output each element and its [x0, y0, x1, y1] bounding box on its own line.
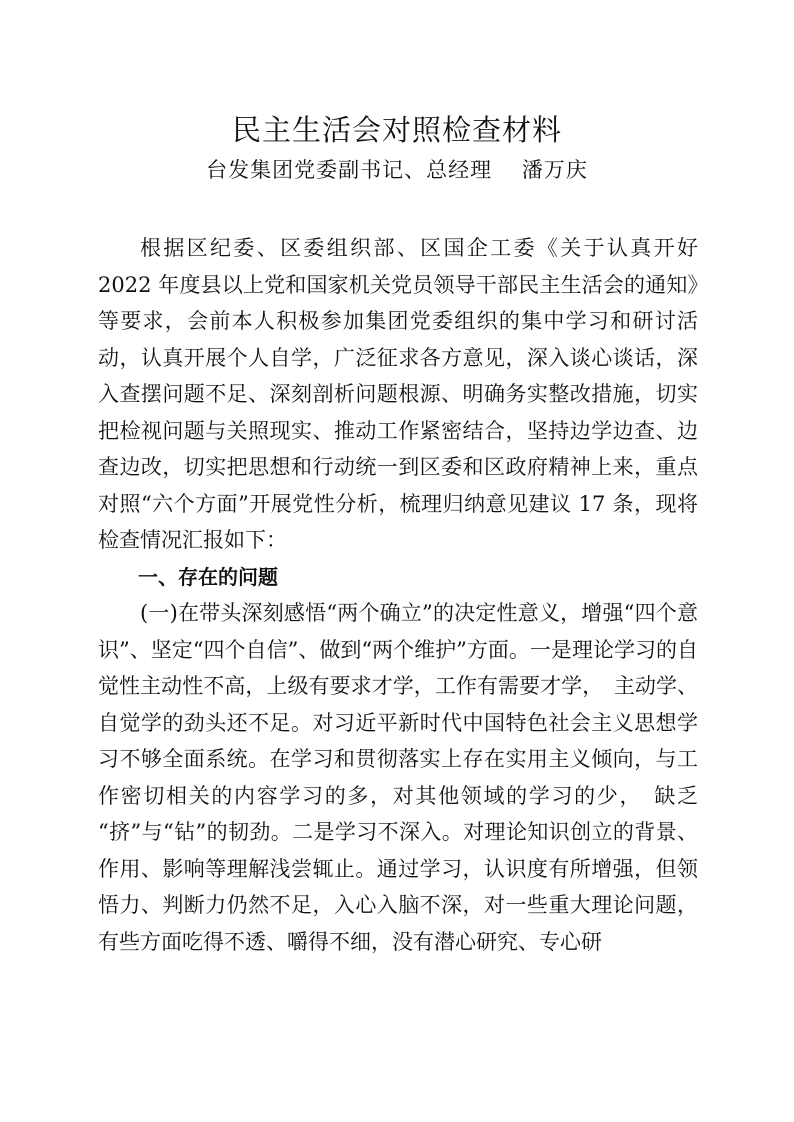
document-title: 民主生活会对照检查材料	[231, 113, 562, 147]
section-paragraph-1: (一)在带头深刻感悟“两个确立”的决定性意义，增强“四个意识”、坚定“四个自信”、做到“两个维护”方面。一是理论学习的自觉性主动性不高，上级有要求才学，工作有需要才学， 主动学、自觉学的劲头还不足。对习近平新时代中国特色社会主义思想学习不够全面系统。在学习和贯彻落实上存在实用主义倾向，与工作密切相关的内容学习的多，对其他领域的学习的少， 缺乏 “挤”与“钻”的韧劲。二是学习不深入。对理论知识创立的背景、作用、影响等理解浅尝辄止。通过学习，认识度有所增强，但领悟力、判断力仍然不足，入心入脑不深，对一些重大理论问题，有些方面吃得不透、嚼得不细，没有潜心研究、专心研	[98, 601, 698, 954]
document-body	[98, 230, 698, 960]
intro-paragraph: 根据区纪委、区委组织部、区国企工委《关于认真开好 2022 年度县以上党和国家机关党员领导干部民主生活会的通知》等要求，会前本人积极参加集团党委组织的集中学习和研讨活动，认真开展个人自学，广泛征求各方意见，深入谈心谈话，深入查摆问题不足、深刻剖析问题根源、明确务实整改措施，切实把检视问题与关照现实、推动工作紧密结合，坚持边学边查、边查边改，切实把思想和行动统一到区委和区政府精神上来，重点对照“六个方面”开展党性分析，梳理归纳意见建议 17 条，现将检查情况汇报如下：	[98, 236, 698, 552]
document-subtitle: 台发集团党委副书记、总经理 潘万庆	[206, 158, 588, 182]
section-heading-problems: 一、存在的问题	[138, 564, 278, 589]
